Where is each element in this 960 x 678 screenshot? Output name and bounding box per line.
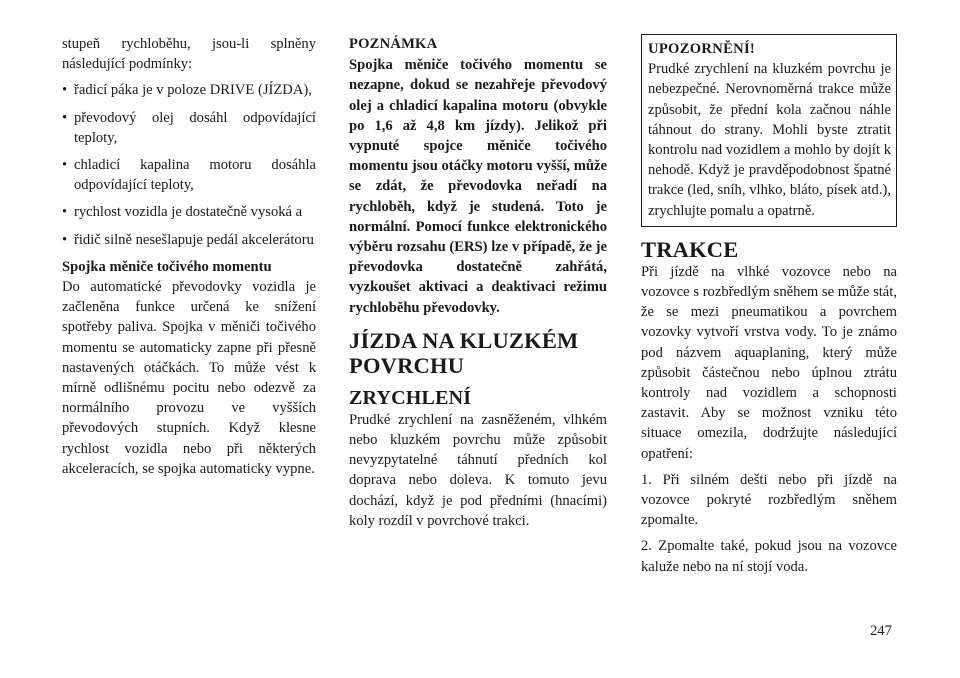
traction-step-1: 1. Při silném dešti nebo při jízdě na vozovce pokryté rozbředlým sněhem zpomalte.: [641, 471, 897, 529]
middle-column: [349, 34, 607, 537]
right-column: [641, 34, 897, 583]
note-heading: POZNÁMKA: [349, 36, 438, 52]
bullet-icon: •: [62, 82, 68, 99]
traction-heading: TRAKCE: [641, 236, 739, 262]
bullet-icon: •: [62, 157, 68, 174]
note-paragraph: Spojka měniče točivého momentu se nezapne, dokud se nezahřeje převodový olej a chladicí kapalina motoru (obvykle po 1,6 až 4,8 km jízdy). Jelikož při vypnuté spojce měniče točivého momentu jsou otáčky motoru vyšší, může se zdát, že převodovka neřadí na rychloběh, když je studená. Toto je normální. Pomocí funkce elektronického výběru rozsahu (ERS) lze v případě, že je převodovka dostatečně zahřátá, vyzkoušet aktivaci a deaktivaci režimu rychloběhu převodovky.: [349, 57, 607, 316]
list-item: • chladicí kapalina motoru dosáhla odpovídající teploty,: [62, 157, 316, 194]
bullet-icon: •: [62, 204, 68, 221]
bullet-icon: •: [62, 109, 68, 126]
warning-heading: UPOZORNĚNÍ!: [648, 41, 756, 57]
list-item: • převodový olej dosáhl odpovídající teploty,: [62, 109, 316, 146]
acceleration-paragraph: Prudké zrychlení na zasněženém, vlhkém nebo kluzkém povrchu může způsobit nevyzpytatelné táhnutí předních kol doprava nebo doleva. K tomuto jevu dochází, když je pod předními (hnacími) koly rozdíl v povrchové trakci.: [349, 411, 607, 529]
torque-converter-paragraph: Do automatické převodovky vozidla je začleněna funkce určená ke snížení spotřeby paliva. Spojka v měniči točivého momentu se automaticky zapne při přesně nastavených otáčkách. To může vést k mírně odlišnému pocitu nebo odezvě za normálního provozu ve vyšších převodových stupních. Když klesne rychlost vozidla nebo při některých akceleracích, se spojka automaticky vypne.: [62, 279, 316, 477]
page-number: 247: [870, 623, 892, 639]
slippery-surface-heading-line1: JÍZDA NA KLUZKÉM: [349, 327, 579, 353]
torque-converter-clutch-heading: Spojka měniče točivého momentu: [62, 258, 272, 275]
slippery-surface-heading: [349, 328, 607, 378]
list-item: • řidič silně nesešlapuje pedál akcelerátoru: [62, 230, 316, 250]
warning-paragraph: Prudké zrychlení na kluzkém povrchu je nebezpečné. Nerovnoměrná trakce může způsobit, že přední kola začnou náhle táhnout do strany. Mohli byste ztratit kontrolu nad vozidlem a mohlo by dojít k nehodě. Když je pravděpodobnost špatné trakce (led, sníh, vlhko, bláto, písek atd.), zrychlujte pomalu a opatrně.: [648, 61, 891, 219]
overdrive-conditions-list: [62, 80, 316, 249]
acceleration-heading: ZRYCHLENÍ: [349, 386, 472, 409]
intro-paragraph: stupeň rychloběhu, jsou-li splněny následující podmínky:: [62, 36, 316, 73]
bullet-icon: •: [62, 231, 68, 248]
warning-box: [641, 34, 897, 227]
traction-step-2: 2. Zpomalte také, pokud jsou na vozovce kaluže nebo na ní stojí voda.: [641, 538, 897, 575]
list-item: • rychlost vozidla je dostatečně vysoká a: [62, 202, 316, 222]
slippery-surface-heading-line2: POVRCHU: [349, 352, 465, 378]
list-item: • řadicí páka je v poloze DRIVE (JÍZDA),: [62, 80, 316, 100]
left-column: [62, 34, 316, 485]
traction-paragraph: Při jízdě na vlhké vozovce nebo na vozovce s rozbředlým sněhem se může stát, že se mezi pneumatikou a povrchem vozovky vytvoří vrstva vody. To je známo pod názvem aquaplaning, který může způsobit částečnou nebo úplnou ztrátu kontroly nad vozidlem a schopnosti zastavit. Aby se možnost vzniku této situace omezila, dodržujte následující opatření:: [641, 263, 897, 462]
